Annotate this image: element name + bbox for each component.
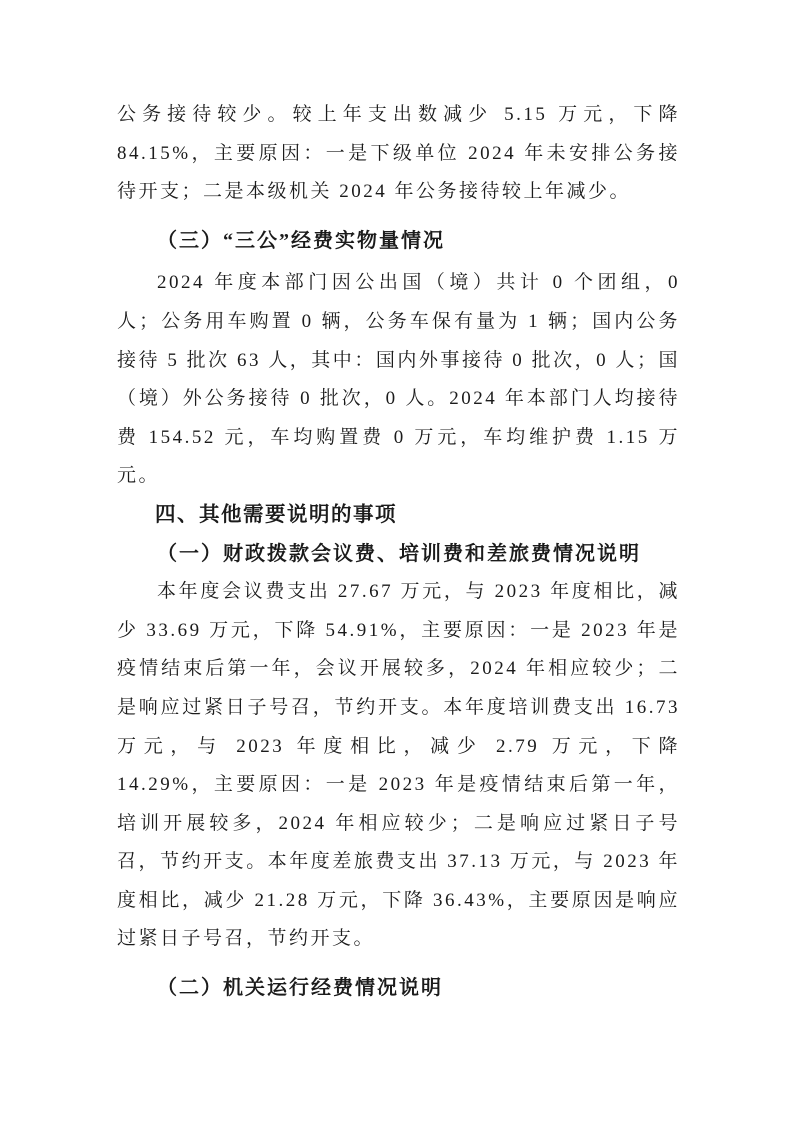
paragraph-meeting-training-travel-details: 本年度会议费支出 27.67 万元，与 2023 年度相比，减少 33.69 万元，下降 54.91%，主要原因：一是 2023 年是疫情结束后第一年，会议开展较多，2024 年相应较少；二是响应过紧日子号召，节约开支。本年度培训费支出 16.73 万元，与 2023 年度相比，减少 2.79 万元，下降 14.29%，主要原因：一是 2023 年是疫情结束后第一年，培训开展较多，2024 年相应较少；二是响应过紧日子号召，节约开支。本年度差旅费支出 37.13 万元，与 2023 年度相比，减少 21.28 万元，下降 36.43%，主要原因是响应过紧日子号召，节约开支。 xyxy=(117,581,680,950)
heading-section-four-other-matters: 四、其他需要说明的事项 xyxy=(155,502,397,526)
heading-three-public-expense-physical-quantity: （三）“三公”经费实物量情况 xyxy=(157,229,445,252)
paragraph-physical-quantity-details: 2024 年度本部门因公出国（境）共计 0 个团组，0 人；公务用车购置 0 辆，公务车保有量为 1 辆；国内公务接待 5 批次 63 人，其中：国内外事接待 0 批次，0 人；国（境）外公务接待 0 批次，0 人。2024 年本部门人均接待费 154.52 元，车均购置费 0 万元，车均维护费 1.15 万元。 xyxy=(117,272,680,487)
heading-meeting-training-travel-expenses: （一）财政拨款会议费、培训费和差旅费情况说明 xyxy=(157,542,641,565)
heading-agency-operating-expenses: （二）机关运行经费情况说明 xyxy=(157,977,443,1000)
paragraph-public-reception-decrease: 公务接待较少。较上年支出数减少 5.15 万元，下降 84.15%，主要原因：一是下级单位 2024 年未安排公务接待开支；二是本级机关 2024 年公务接待较上年减少。 xyxy=(117,104,680,203)
